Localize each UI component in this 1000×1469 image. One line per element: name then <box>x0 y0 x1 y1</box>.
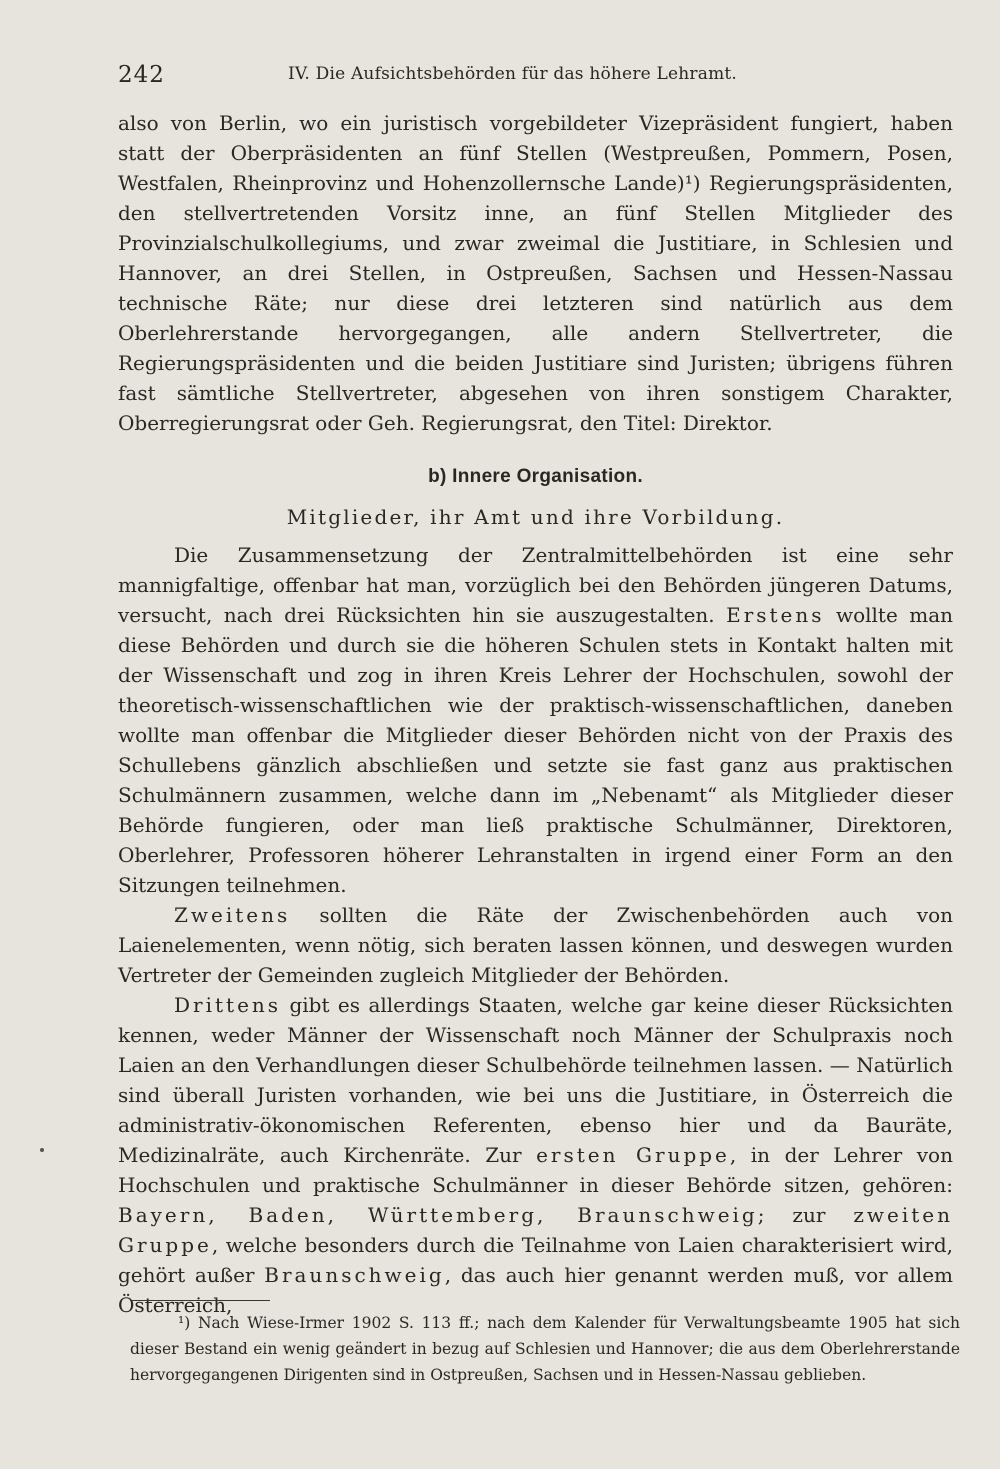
text-run: , in der Lehrer von Hochschulen und praktische Schulmänner in dieser Behörde sitzen, gehören: <box>118 1143 953 1197</box>
paragraph-text: also von Berlin, wo ein juristisch vorgebildeter Vizepräsident fungiert, haben statt der Oberpräsidenten an fünf Stellen (Westpreußen, Pommern, Posen, Westfalen, Rheinprovinz und Hohenzollernsche Lande)¹) Regierungspräsidenten, den stellvertretenden Vorsitz inne, an fünf Stellen Mitglieder des Provinzialschulkollegiums, und zwar zweimal die Justitiare, in Schlesien und Hannover, an drei Stellen, in Ostpreußen, Sachsen und Hessen-Nassau technische Räte; nur diese drei letzteren sind natürlich aus dem Oberlehrerstande hervorgegangen, alle andern Stellvertreter, die Regierungspräsidenten und die beiden Justitiare sind Juristen; übrigens führen fast sämtliche Stellvertreter, abgesehen von ihren sonstigem Charakter, Oberregierungsrat oder Geh. Regierungsrat, den Titel: Direktor. <box>118 111 953 435</box>
text-run: gibt es allerdings Staaten, welche gar keine dieser Rücksichten kennen, weder Männer der Wissenschaft noch Männer der Schulpraxis noch Laien an den Verhandlungen dieser Schulbehörde teilnehmen lassen. — Natürlich sind überall Juristen vorhanden, wie bei uns die Justitiare, in Österreich die administrativ-ökonomischen Referenten, ebenso hier und da Bauräte, Medizinalräte, auch Kirchenräte. Zur <box>118 993 953 1167</box>
page-number: 242 <box>118 62 165 88</box>
emphasis-drittens: Drittens <box>174 993 282 1017</box>
emphasis-zweitens: Zweitens <box>174 903 291 927</box>
continued-paragraph <box>118 108 953 438</box>
text-run: ; zur <box>757 1203 854 1227</box>
text-run: , welche besonders durch die Teilnahme von Laien charakterisiert wird, gehört außer <box>118 1233 953 1287</box>
text-run: , das auch hier genannt werden muß, vor allem Österreich, <box>118 1263 953 1317</box>
paragraph-drittens <box>118 990 953 1320</box>
scan-speck <box>40 1148 44 1152</box>
main-text <box>118 540 953 1320</box>
page-header <box>118 60 958 90</box>
text-run: Die Zusammensetzung der Zentralmittelbehörden ist eine sehr mannigfaltige, offenbar hat man, vorzüglich bei den Behörden jüngeren Datums, versucht, nach drei Rücksichten hin sie auszugestalten. <box>118 543 953 627</box>
running-title: IV. Die Aufsichtsbehörden für das höhere Lehramt. <box>288 64 738 84</box>
emphasis-erstens: Erstens <box>726 603 825 627</box>
emphasis-braunschweig: Braunschweig <box>264 1263 445 1287</box>
text-run: sollten die Räte der Zwischenbehörden auch von Laienelementen, wenn nötig, sich beraten lassen können, und deswegen wurden Vertreter der Gemeinden zugleich Mitglieder der Behörden. <box>118 903 953 987</box>
section-heading: b) Innere Organisation. <box>428 466 643 487</box>
emphasis-states: Bayern, Baden, Württemberg, Braunschweig <box>118 1203 758 1227</box>
footnote: ¹) Nach Wiese-Irmer 1902 S. 113 ff.; nach dem Kalender für Verwaltungsbeamte 1905 hat sich dieser Bestand ein wenig geändert in bezug auf Schlesien und Hannover; die aus dem Oberlehrerstande hervorgegangenen Dirigenten sind in Ostpreußen, Sachsen und in Hessen-Nassau geblieben. <box>130 1314 960 1384</box>
paragraph-zweitens <box>118 900 953 990</box>
sub-heading: Mitglieder, ihr Amt und ihre Vorbildung. <box>286 505 785 529</box>
emphasis-first-group: ersten Gruppe <box>536 1143 730 1167</box>
footnote-divider <box>130 1300 270 1301</box>
paragraph-composition <box>118 540 953 900</box>
emphasis-second-group: zweiten Gruppe <box>118 1203 953 1257</box>
text-run: wollte man diese Behörden und durch sie die höheren Schulen stets in Kontakt halten mit der Wissenschaft und zog in ihren Kreis Lehrer der Hochschulen, sowohl der theoretisch-wissenschaftlichen wie der praktisch-wissenschaftlichen, daneben wollte man offenbar die Mitglieder dieser Behörden nicht von der Praxis des Schullebens gänzlich abschließen und setzte sie fast ganz aus praktischen Schulmännern zusammen, welche dann im „Nebenamt“ als Mitglieder dieser Behörde fungieren, oder man ließ praktische Schulmänner, Direktoren, Oberlehrer, Professoren höherer Lehranstalten in irgend einer Form an den Sitzungen teilnehmen. <box>118 603 954 897</box>
